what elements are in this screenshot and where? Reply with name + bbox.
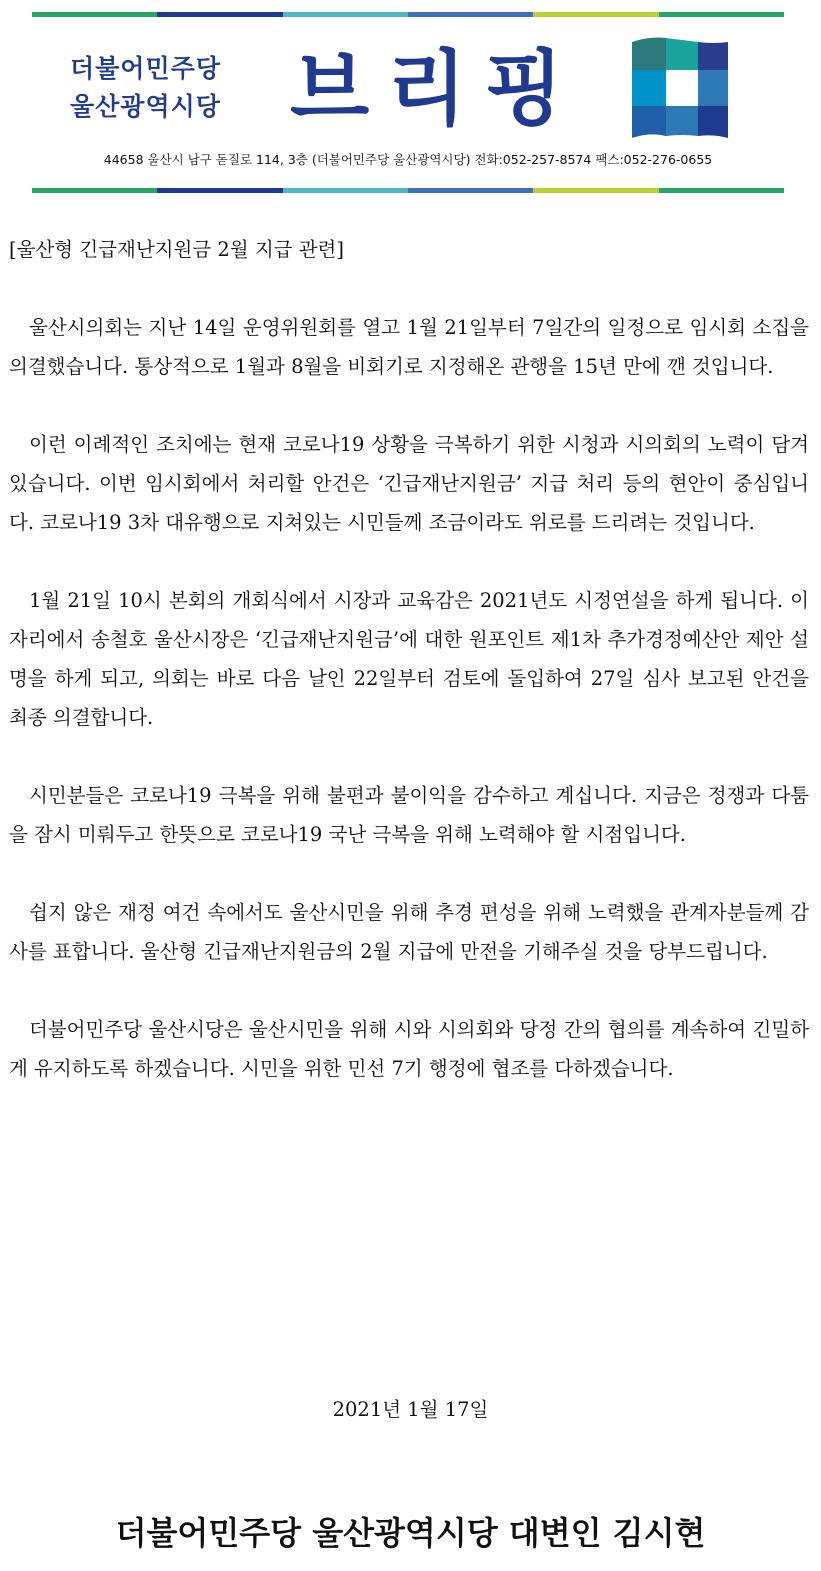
briefing-title: 브리핑 <box>290 42 582 137</box>
paragraph-6: 더불어민주당 울산시당은 울산시민을 위해 시와 시의회와 당정 간의 협의를 계속하여 긴밀하게 유지하도록 하겠습니다. 시민을 위한 민선 7기 행정에 협조를 다하겠습니다. <box>9 1018 809 1080</box>
paragraph-4: 시민분들은 코로나19 극복을 위해 불편과 불이익을 감수하고 계십니다. 지금은 정쟁과 다툼을 잠시 미뤄두고 한뜻으로 코로나19 국난 극복을 위해 노력해야 할 시점입니다. <box>9 784 809 846</box>
briefing-heading: [울산형 긴급재난지원금 2월 지급 관련] <box>9 238 344 261</box>
party-name-line1: 더불어민주당 <box>70 54 221 83</box>
bottom-color-stripe <box>32 188 784 193</box>
top-color-stripe <box>32 12 784 17</box>
contact-info: 44658 울산시 남구 돋질로 114, 3층 (더불어민주당 울산광역시당) 전화:052-257-8574 팩스:052-276-0655 <box>103 152 713 167</box>
briefing-body <box>9 230 809 1127</box>
paragraph-3: 1월 21일 10시 본회의 개회식에서 시장과 교육감은 2021년도 시정연설을 하게 됩니다. 이 자리에서 송철호 울산시장은 ‘긴급재난지원금’에 대한 원포인트 제1차 추가경정예산안 제안 설명을 하게 되고, 의회는 바로 다음 날인 22일부터 검토에 돌입하여 27일 심사 보고된 안건을 최종 의결합니다. <box>9 589 809 729</box>
briefing-date: 2021년 1월 17일 <box>332 1398 489 1421</box>
paragraph-2: 이런 이례적인 조치에는 현재 코로나19 상황을 극복하기 위한 시청과 시의회의 노력이 담겨있습니다. 이번 임시회에서 처리할 안건은 ‘긴급재난지원금’ 지급 처리 등의 현안이 중심입니다. 코로나19 3차 대유행으로 지쳐있는 시민들께 조금이라도 위로를 드리려는 것입니다. <box>9 433 809 534</box>
party-name-line2: 울산광역시당 <box>70 92 221 121</box>
paragraph-1: 울산시의회는 지난 14일 운영위원회를 열고 1월 21일부터 7일간의 일정으로 임시회 소집을 의결했습니다. 통상적으로 1월과 8월을 비회기로 지정해온 관행을 15년 만에 깬 것입니다. <box>9 316 809 378</box>
letterhead <box>32 12 784 196</box>
spokesperson-signature: 더불어민주당 울산광역시당 대변인 김시현 <box>115 1514 706 1552</box>
party-name <box>70 50 221 126</box>
paragraph-5: 쉽지 않은 재정 여건 속에서도 울산시민을 위해 추경 편성을 위해 노력했을 관계자분들께 감사를 표합니다. 울산형 긴급재난지원금의 2월 지급에 만전을 기해주실 것을 당부드립니다. <box>9 901 809 963</box>
party-logo-icon <box>630 34 730 140</box>
